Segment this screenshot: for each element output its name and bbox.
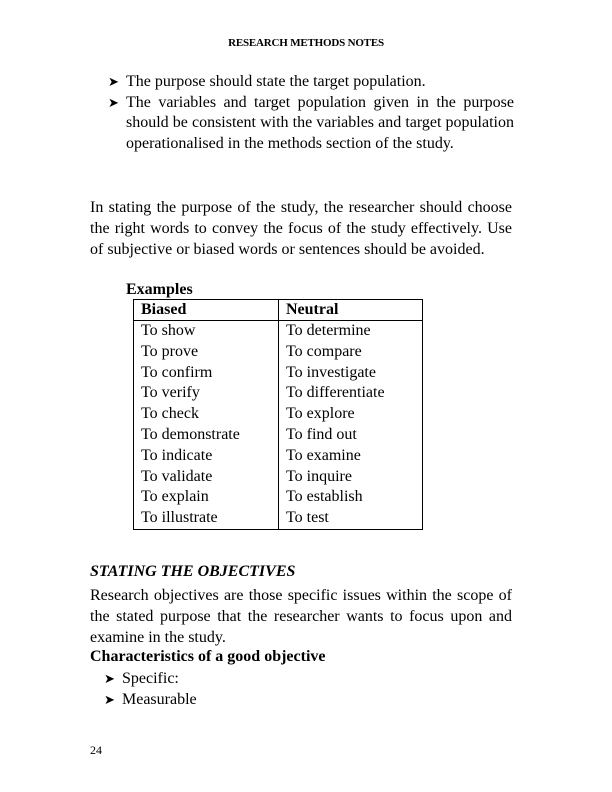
neutral-word: To explore (286, 405, 355, 423)
list-item (108, 93, 514, 155)
arrow-bullet-icon: ➤ (104, 671, 115, 686)
biased-word: To indicate (141, 446, 213, 464)
page-number: 24 (90, 743, 102, 757)
characteristics-heading: Characteristics of a good objective (90, 648, 326, 665)
biased-word: To check (141, 405, 199, 423)
purpose-paragraph: In stating the purpose of the study, the researcher should choose the right words to convey the focus of the study effectively. Use of subjective or biased words or sentences should be avoided. (90, 199, 512, 258)
arrow-bullet-icon: ➤ (108, 74, 119, 89)
column-header-neutral: Neutral (279, 300, 423, 321)
page-header: RESEARCH METHODS NOTES (228, 37, 384, 49)
biased-word: To explain (141, 488, 209, 506)
biased-word: To illustrate (141, 509, 218, 527)
table-header-row (134, 300, 423, 321)
biased-word: To prove (141, 342, 199, 360)
neutral-word: To examine (286, 446, 361, 464)
section-heading: STATING THE OBJECTIVES (90, 563, 296, 580)
neutral-word: To test (286, 509, 329, 527)
list-item (104, 690, 197, 711)
biased-word: To demonstrate (141, 425, 240, 443)
neutral-word: To investigate (286, 363, 376, 381)
biased-word: To verify (141, 384, 200, 402)
neutral-word: To determine (286, 322, 371, 339)
examples-table (133, 299, 423, 530)
examples-heading: Examples (126, 281, 193, 298)
list-item-text: Specific: (122, 670, 179, 687)
biased-word: To show (141, 322, 196, 339)
neutral-word: To differentiate (286, 384, 385, 402)
list-item-text: The purpose should state the target population. (126, 73, 426, 90)
neutral-words-cell (279, 321, 423, 530)
column-header-biased: Biased (134, 300, 279, 321)
biased-word: To confirm (141, 363, 213, 381)
biased-word: To validate (141, 467, 213, 485)
table-row (134, 321, 423, 530)
purpose-bullet-list (108, 72, 514, 154)
neutral-word: To compare (286, 342, 362, 360)
biased-words-cell (134, 321, 279, 530)
list-item (108, 72, 514, 93)
list-item-text: The variables and target population given in the purpose should be consistent with the variables and target population operationalised in the methods section of the study. (126, 93, 514, 152)
arrow-bullet-icon: ➤ (104, 691, 115, 707)
neutral-word: To inquire (286, 467, 352, 485)
list-item-text: Measurable (122, 690, 197, 708)
neutral-word: To find out (286, 425, 357, 443)
list-item (104, 669, 197, 690)
characteristics-list (104, 669, 197, 711)
arrow-bullet-icon: ➤ (108, 94, 119, 110)
objectives-paragraph: Research objectives are those specific issues within the scope of the stated purpose that the researcher wants to focus upon and examine in the study. (90, 587, 512, 646)
neutral-word: To establish (286, 488, 363, 506)
